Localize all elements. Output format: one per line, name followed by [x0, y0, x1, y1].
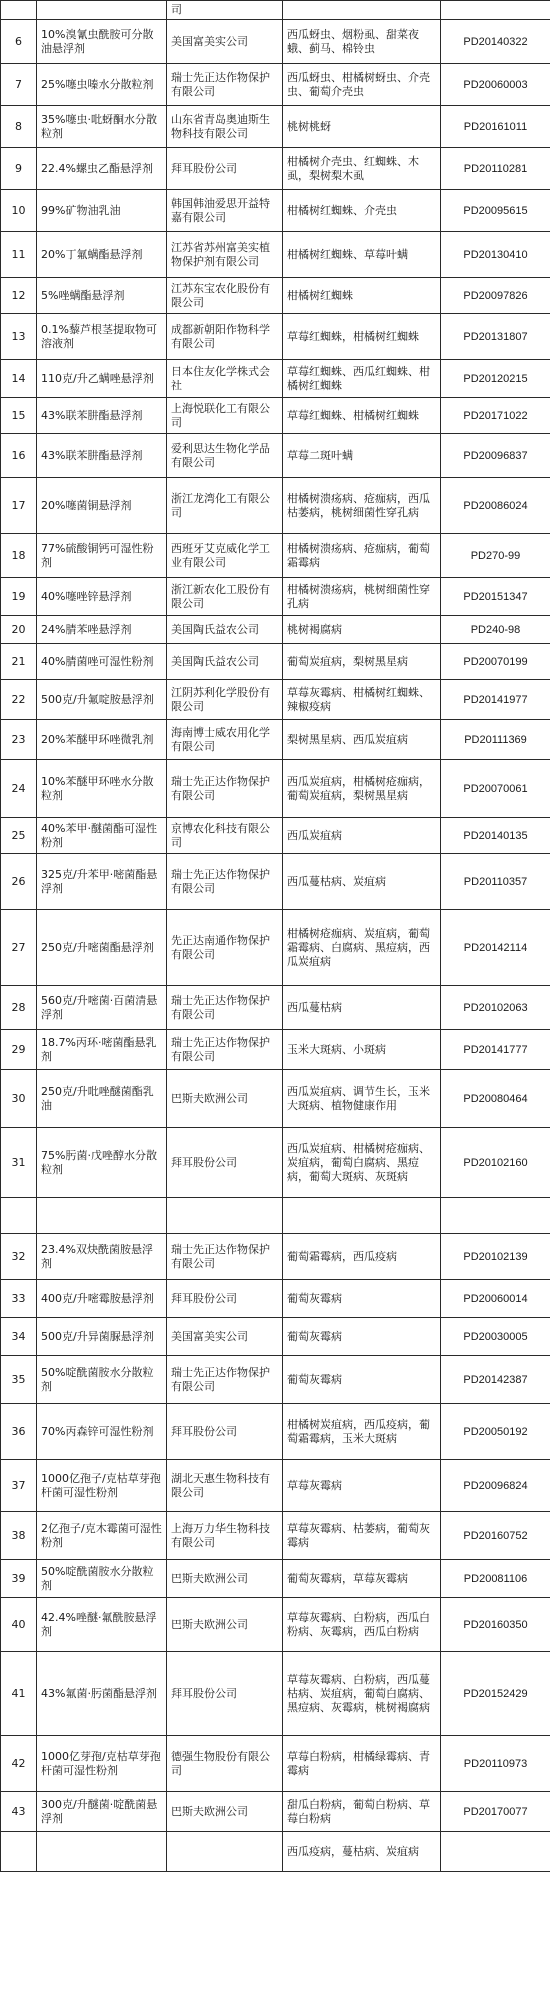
table-row [1, 644, 550, 680]
target-cell: 甜瓜白粉病，葡萄白粉病、草莓白粉病 [283, 1792, 441, 1832]
target-cell: 西瓜疫病，蔓枯病、炭疽病 [283, 1832, 441, 1872]
company-cell: 巴斯夫欧洲公司 [167, 1070, 283, 1128]
table-row [1, 478, 550, 534]
row-number-cell: 32 [1, 1234, 37, 1280]
table-row [1, 434, 550, 478]
row-number-cell: 35 [1, 1356, 37, 1404]
product-name-cell: 325克/升苯甲·嘧菌酯悬浮剂 [37, 854, 167, 910]
table-row [1, 1030, 550, 1070]
row-number-cell: 21 [1, 644, 37, 680]
registration-number-cell [441, 1, 550, 20]
target-cell: 桃树褐腐病 [283, 616, 441, 644]
product-name-cell [37, 1, 167, 20]
row-number-cell: 11 [1, 232, 37, 278]
row-number-cell: 29 [1, 1030, 37, 1070]
company-cell: 京博农化科技有限公司 [167, 818, 283, 854]
table-body [1, 1, 550, 1872]
row-number-cell: 6 [1, 20, 37, 64]
product-name-cell: 50%啶酰菌胺水分散粒剂 [37, 1560, 167, 1598]
product-name-cell: 10%苯醚甲环唑水分散粒剂 [37, 760, 167, 818]
company-cell: 浙江龙湾化工有限公司 [167, 478, 283, 534]
table-row [1, 1356, 550, 1404]
target-cell: 葡萄灰霉病 [283, 1318, 441, 1356]
target-cell [283, 1198, 441, 1234]
registration-number-cell: PD20142114 [441, 910, 550, 986]
target-cell: 西瓜蔓枯病 [283, 986, 441, 1030]
registration-number-cell: PD20096824 [441, 1460, 550, 1512]
product-name-cell: 40%腈菌唑可湿性粉剂 [37, 644, 167, 680]
company-cell [167, 1198, 283, 1234]
registration-number-cell: PD20130410 [441, 232, 550, 278]
registration-number-cell: PD20070199 [441, 644, 550, 680]
company-cell: 爱利思达生物化学品有限公司 [167, 434, 283, 478]
company-cell: 成都新朝阳作物科学有限公司 [167, 314, 283, 360]
target-cell: 草莓灰霉病 [283, 1460, 441, 1512]
target-cell: 西瓜炭疽病、柑橘树疮痂病、炭疽病，葡萄白腐病、黑痘病，葡萄大斑病、灰斑病 [283, 1128, 441, 1198]
company-cell: 美国陶氏益农公司 [167, 616, 283, 644]
product-name-cell: 2亿孢子/克木霉菌可湿性粉剂 [37, 1512, 167, 1560]
table-row [1, 1598, 550, 1652]
table-row [1, 1070, 550, 1128]
product-name-cell: 560克/升嘧菌·百菌清悬浮剂 [37, 986, 167, 1030]
row-number-cell: 26 [1, 854, 37, 910]
registration-number-cell: PD20097826 [441, 278, 550, 314]
registration-number-cell: PD20030005 [441, 1318, 550, 1356]
row-number-cell: 41 [1, 1652, 37, 1736]
row-number-cell: 17 [1, 478, 37, 534]
company-cell: 德强生物股份有限公司 [167, 1736, 283, 1792]
registration-number-cell: PD20060003 [441, 64, 550, 106]
company-cell: 浙江新农化工股份有限公司 [167, 578, 283, 616]
row-number-cell: 22 [1, 680, 37, 720]
target-cell: 西瓜炭疽病 [283, 818, 441, 854]
company-cell: 拜耳股份公司 [167, 1128, 283, 1198]
product-name-cell: 35%噻虫·吡蚜酮水分散粒剂 [37, 106, 167, 148]
target-cell: 柑橘树红蜘蛛、介壳虫 [283, 190, 441, 232]
company-cell: 拜耳股份公司 [167, 148, 283, 190]
row-number-cell: 18 [1, 534, 37, 578]
company-cell: 韩国韩油爱思开益特嘉有限公司 [167, 190, 283, 232]
row-number-cell: 37 [1, 1460, 37, 1512]
product-name-cell: 40%苯甲·醚菌酯可湿性粉剂 [37, 818, 167, 854]
target-cell: 柑橘树介壳虫、红蜘蛛、木虱，梨树梨木虱 [283, 148, 441, 190]
registration-number-cell: PD20060014 [441, 1280, 550, 1318]
table-row [1, 232, 550, 278]
table-row [1, 1, 550, 20]
table-row [1, 986, 550, 1030]
target-cell: 葡萄灰霉病 [283, 1280, 441, 1318]
product-name-cell: 43%联苯肼酯悬浮剂 [37, 434, 167, 478]
table-row [1, 1832, 550, 1872]
registration-number-cell [441, 1198, 550, 1234]
table-row [1, 680, 550, 720]
row-number-cell: 38 [1, 1512, 37, 1560]
company-cell: 山东省青岛奥迪斯生物科技有限公司 [167, 106, 283, 148]
product-name-cell: 77%硫酸铜钙可湿性粉剂 [37, 534, 167, 578]
company-cell: 拜耳股份公司 [167, 1280, 283, 1318]
product-name-cell: 50%啶酰菌胺水分散粒剂 [37, 1356, 167, 1404]
product-name-cell: 250克/升嘧菌酯悬浮剂 [37, 910, 167, 986]
row-number-cell: 27 [1, 910, 37, 986]
company-cell: 上海悦联化工有限公司 [167, 398, 283, 434]
product-name-cell: 43%联苯肼酯悬浮剂 [37, 398, 167, 434]
product-name-cell: 10%溴氰虫酰胺可分散油悬浮剂 [37, 20, 167, 64]
product-name-cell: 25%噻虫嗪水分散粒剂 [37, 64, 167, 106]
table-row [1, 818, 550, 854]
row-number-cell: 24 [1, 760, 37, 818]
target-cell: 草莓红蜘蛛，柑橘树红蜘蛛 [283, 314, 441, 360]
table-row [1, 1318, 550, 1356]
target-cell: 葡萄灰霉病，草莓灰霉病 [283, 1560, 441, 1598]
target-cell: 梨树黑星病、西瓜炭疽病 [283, 720, 441, 760]
table-row [1, 1198, 550, 1234]
row-number-cell: 30 [1, 1070, 37, 1128]
target-cell: 草莓灰霉病、白粉病，西瓜白粉病、灰霉病，西瓜白粉病 [283, 1598, 441, 1652]
row-number-cell: 23 [1, 720, 37, 760]
company-cell: 美国陶氏益农公司 [167, 644, 283, 680]
target-cell: 柑橘树炭疽病，西瓜疫病，葡萄霜霉病，玉米大斑病 [283, 1404, 441, 1460]
company-cell: 瑞士先正达作物保护有限公司 [167, 1030, 283, 1070]
row-number-cell: 33 [1, 1280, 37, 1318]
target-cell: 草莓白粉病，柑橘绿霉病、青霉病 [283, 1736, 441, 1792]
target-cell: 西瓜炭疽病，柑橘树疮痂病，葡萄炭疽病，梨树黑星病 [283, 760, 441, 818]
product-name-cell [37, 1198, 167, 1234]
table-row [1, 1234, 550, 1280]
registration-number-cell: PD20086024 [441, 478, 550, 534]
company-cell: 瑞士先正达作物保护有限公司 [167, 986, 283, 1030]
table-row [1, 1792, 550, 1832]
product-name-cell: 110克/升乙螨唑悬浮剂 [37, 360, 167, 398]
row-number-cell: 20 [1, 616, 37, 644]
company-cell: 美国富美实公司 [167, 1318, 283, 1356]
table-row [1, 1128, 550, 1198]
row-number-cell: 14 [1, 360, 37, 398]
registration-number-cell: PD20081106 [441, 1560, 550, 1598]
target-cell: 草莓红蜘蛛、柑橘树红蜘蛛 [283, 398, 441, 434]
product-name-cell: 18.7%丙环·嘧菌酯悬乳剂 [37, 1030, 167, 1070]
company-cell: 日本住友化学株式会社 [167, 360, 283, 398]
table-row [1, 1652, 550, 1736]
registration-number-cell: PD20050192 [441, 1404, 550, 1460]
row-number-cell: 40 [1, 1598, 37, 1652]
row-number-cell: 16 [1, 434, 37, 478]
row-number-cell: 10 [1, 190, 37, 232]
target-cell [283, 1, 441, 20]
product-name-cell: 20%丁氟螨酯悬浮剂 [37, 232, 167, 278]
registration-number-cell: PD20070061 [441, 760, 550, 818]
table-row [1, 720, 550, 760]
product-name-cell: 250克/升吡唑醚菌酯乳油 [37, 1070, 167, 1128]
company-cell: 江苏省苏州富美实植物保护剂有限公司 [167, 232, 283, 278]
row-number-cell: 43 [1, 1792, 37, 1832]
product-name-cell: 300克/升醚菌·啶酰菌悬浮剂 [37, 1792, 167, 1832]
company-cell: 巴斯夫欧洲公司 [167, 1598, 283, 1652]
table-row [1, 360, 550, 398]
company-cell: 上海万力华生物科技有限公司 [167, 1512, 283, 1560]
company-cell: 江苏东宝农化股份有限公司 [167, 278, 283, 314]
product-name-cell: 500克/升异菌脲悬浮剂 [37, 1318, 167, 1356]
target-cell: 西瓜炭疽病、调节生长，玉米大斑病、植物健康作用 [283, 1070, 441, 1128]
company-cell: 瑞士先正达作物保护有限公司 [167, 1356, 283, 1404]
product-name-cell: 400克/升嘧霉胺悬浮剂 [37, 1280, 167, 1318]
company-cell: 巴斯夫欧洲公司 [167, 1792, 283, 1832]
registration-number-cell: PD20160350 [441, 1598, 550, 1652]
company-cell [167, 1832, 283, 1872]
company-cell: 先正达南通作物保护有限公司 [167, 910, 283, 986]
target-cell: 柑橘树溃疡病、疮痂病，西瓜枯萎病，桃树细菌性穿孔病 [283, 478, 441, 534]
row-number-cell: 31 [1, 1128, 37, 1198]
table-row [1, 760, 550, 818]
target-cell: 葡萄霜霉病，西瓜疫病 [283, 1234, 441, 1280]
row-number-cell: 36 [1, 1404, 37, 1460]
product-name-cell: 75%肟菌·戊唑醇水分散粒剂 [37, 1128, 167, 1198]
target-cell: 玉米大斑病、小斑病 [283, 1030, 441, 1070]
product-name-cell: 5%唑螨酯悬浮剂 [37, 278, 167, 314]
table-row [1, 1280, 550, 1318]
row-number-cell: 25 [1, 818, 37, 854]
row-number-cell: 9 [1, 148, 37, 190]
registration-number-cell: PD20141977 [441, 680, 550, 720]
table-row [1, 278, 550, 314]
registration-number-cell: PD270-99 [441, 534, 550, 578]
table-row [1, 398, 550, 434]
product-name-cell: 99%矿物油乳油 [37, 190, 167, 232]
table-row [1, 1460, 550, 1512]
target-cell: 柑橘树红蜘蛛 [283, 278, 441, 314]
company-cell: 西班牙艾克威化学工业有限公司 [167, 534, 283, 578]
registration-number-cell: PD20142387 [441, 1356, 550, 1404]
row-number-cell [1, 1198, 37, 1234]
registration-number-cell: PD20096837 [441, 434, 550, 478]
row-number-cell: 8 [1, 106, 37, 148]
table-row [1, 314, 550, 360]
table-row [1, 1404, 550, 1460]
registration-number-cell: PD20141777 [441, 1030, 550, 1070]
registration-number-cell: PD20095615 [441, 190, 550, 232]
row-number-cell: 19 [1, 578, 37, 616]
registration-number-cell: PD20131807 [441, 314, 550, 360]
registration-number-cell: PD20110973 [441, 1736, 550, 1792]
product-name-cell: 70%丙森锌可湿性粉剂 [37, 1404, 167, 1460]
table-row [1, 616, 550, 644]
row-number-cell: 42 [1, 1736, 37, 1792]
table-row [1, 64, 550, 106]
target-cell: 柑橘树红蜘蛛、草莓叶螨 [283, 232, 441, 278]
registration-number-cell: PD20152429 [441, 1652, 550, 1736]
row-number-cell: 15 [1, 398, 37, 434]
company-cell: 瑞士先正达作物保护有限公司 [167, 1234, 283, 1280]
target-cell: 草莓灰霉病、柑橘树红蜘蛛、辣椒疫病 [283, 680, 441, 720]
product-name-cell: 20%噻菌铜悬浮剂 [37, 478, 167, 534]
product-name-cell: 22.4%螺虫乙酯悬浮剂 [37, 148, 167, 190]
product-name-cell: 0.1%藜芦根茎提取物可溶液剂 [37, 314, 167, 360]
product-name-cell: 40%噻唑锌悬浮剂 [37, 578, 167, 616]
row-number-cell [1, 1, 37, 20]
table-row [1, 148, 550, 190]
company-cell: 瑞士先正达作物保护有限公司 [167, 854, 283, 910]
target-cell: 柑橘树溃疡病、疮痂病，葡萄霜霉病 [283, 534, 441, 578]
table-row [1, 20, 550, 64]
registration-number-cell [441, 1832, 550, 1872]
registration-number-cell: PD20151347 [441, 578, 550, 616]
company-cell: 拜耳股份公司 [167, 1652, 283, 1736]
target-cell: 草莓二斑叶螨 [283, 434, 441, 478]
registration-number-cell: PD20161011 [441, 106, 550, 148]
row-number-cell: 12 [1, 278, 37, 314]
table-row [1, 190, 550, 232]
table-row [1, 854, 550, 910]
registration-number-cell: PD20102063 [441, 986, 550, 1030]
company-cell: 美国富美实公司 [167, 20, 283, 64]
target-cell: 西瓜蚜虫、烟粉虱、甜菜夜蛾、蓟马、棉铃虫 [283, 20, 441, 64]
registration-number-cell: PD20120215 [441, 360, 550, 398]
target-cell: 柑橘树疮痂病、炭疽病，葡萄霜霉病、白腐病、黑痘病，西瓜炭疽病 [283, 910, 441, 986]
table-row [1, 106, 550, 148]
target-cell: 葡萄炭疽病，梨树黑星病 [283, 644, 441, 680]
target-cell: 葡萄灰霉病 [283, 1356, 441, 1404]
row-number-cell: 39 [1, 1560, 37, 1598]
registration-number-cell: PD20140135 [441, 818, 550, 854]
registration-number-cell: PD20171022 [441, 398, 550, 434]
registration-number-cell: PD20140322 [441, 20, 550, 64]
company-cell: 湖北天惠生物科技有限公司 [167, 1460, 283, 1512]
target-cell: 柑橘树溃疡病，桃树细菌性穿孔病 [283, 578, 441, 616]
row-number-cell [1, 1832, 37, 1872]
registration-number-cell: PD20110281 [441, 148, 550, 190]
target-cell: 西瓜蔓枯病、炭疽病 [283, 854, 441, 910]
company-cell: 江阴苏利化学股份有限公司 [167, 680, 283, 720]
row-number-cell: 13 [1, 314, 37, 360]
table-row [1, 1736, 550, 1792]
table-row [1, 1512, 550, 1560]
registration-number-cell: PD240-98 [441, 616, 550, 644]
registration-number-cell: PD20160752 [441, 1512, 550, 1560]
company-cell: 拜耳股份公司 [167, 1404, 283, 1460]
table-row [1, 534, 550, 578]
target-cell: 草莓红蜘蛛、西瓜红蜘蛛、柑橘树红蜘蛛 [283, 360, 441, 398]
company-cell: 海南博士威农用化学有限公司 [167, 720, 283, 760]
table-row [1, 1560, 550, 1598]
product-name-cell: 1000亿芽孢/克枯草芽孢杆菌可湿性粉剂 [37, 1736, 167, 1792]
target-cell: 草莓灰霉病、枯萎病，葡萄灰霉病 [283, 1512, 441, 1560]
company-cell: 巴斯夫欧洲公司 [167, 1560, 283, 1598]
product-name-cell [37, 1832, 167, 1872]
product-name-cell: 43%氟菌·肟菌酯悬浮剂 [37, 1652, 167, 1736]
product-name-cell: 1000亿孢子/克枯草芽孢杆菌可湿性粉剂 [37, 1460, 167, 1512]
company-cell: 瑞士先正达作物保护有限公司 [167, 64, 283, 106]
table-row [1, 910, 550, 986]
company-cell: 瑞士先正达作物保护有限公司 [167, 760, 283, 818]
target-cell: 草莓灰霉病、白粉病，西瓜蔓枯病、炭疽病，葡萄白腐病、黑痘病、灰霉病，桃树褐腐病 [283, 1652, 441, 1736]
row-number-cell: 28 [1, 986, 37, 1030]
product-name-cell: 24%腈苯唑悬浮剂 [37, 616, 167, 644]
registration-number-cell: PD20102139 [441, 1234, 550, 1280]
registration-number-cell: PD20170077 [441, 1792, 550, 1832]
table-row [1, 578, 550, 616]
product-name-cell: 500克/升氟啶胺悬浮剂 [37, 680, 167, 720]
registration-number-cell: PD20080464 [441, 1070, 550, 1128]
row-number-cell: 34 [1, 1318, 37, 1356]
target-cell: 桃树桃蚜 [283, 106, 441, 148]
product-name-cell: 23.4%双炔酰菌胺悬浮剂 [37, 1234, 167, 1280]
row-number-cell: 7 [1, 64, 37, 106]
registration-number-cell: PD20102160 [441, 1128, 550, 1198]
registration-number-cell: PD20110357 [441, 854, 550, 910]
company-cell: 司 [167, 1, 283, 20]
target-cell: 西瓜蚜虫、柑橘树蚜虫、介壳虫、葡萄介壳虫 [283, 64, 441, 106]
product-name-cell: 42.4%唑醚·氟酰胺悬浮剂 [37, 1598, 167, 1652]
registration-number-cell: PD20111369 [441, 720, 550, 760]
product-name-cell: 20%苯醚甲环唑微乳剂 [37, 720, 167, 760]
